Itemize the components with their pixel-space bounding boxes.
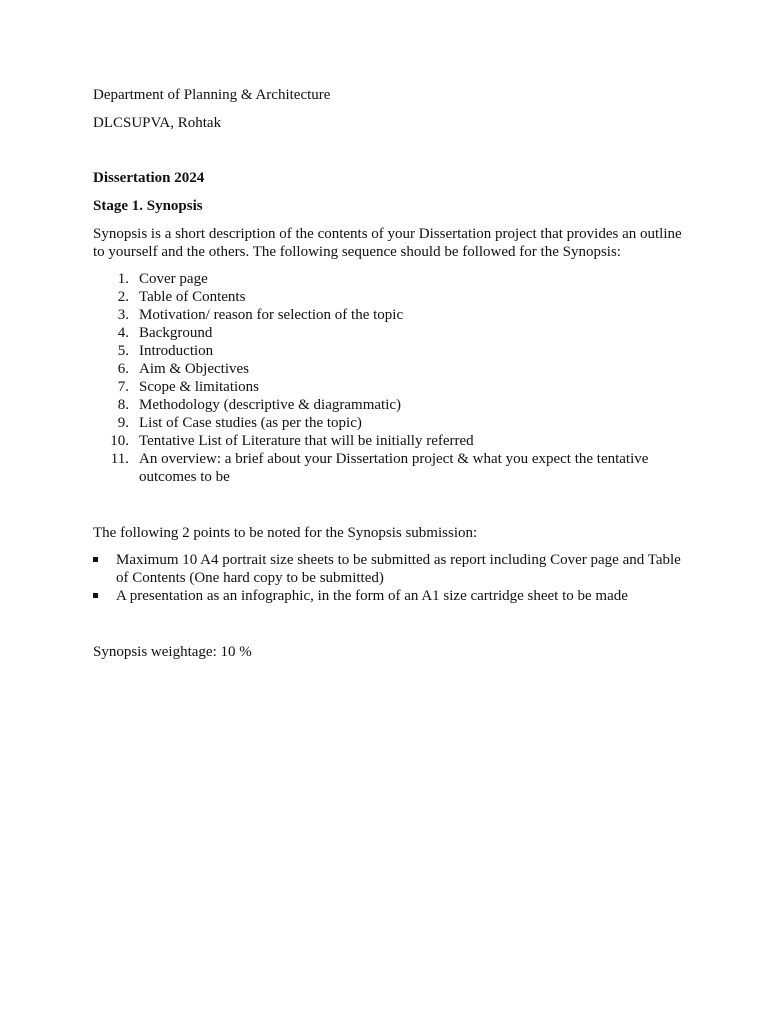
list-item bbox=[93, 270, 683, 288]
list-item bbox=[93, 360, 683, 378]
list-item-number: 3. bbox=[117, 307, 129, 323]
list-item-number: 5. bbox=[117, 343, 129, 359]
submission-points-intro: The following 2 points to be noted for the Synopsis submission: bbox=[93, 525, 478, 541]
synopsis-sequence-list bbox=[93, 270, 683, 486]
list-item-text: Scope & limitations bbox=[139, 379, 259, 395]
list-item-text: An overview: a brief about your Dissertation project & what you expect the tentative outcomes to be bbox=[139, 451, 649, 485]
list-item-text: Methodology (descriptive & diagrammatic) bbox=[139, 397, 402, 413]
list-item-text: List of Case studies (as per the topic) bbox=[139, 415, 362, 431]
list-item-number: 6. bbox=[117, 361, 129, 377]
list-item bbox=[93, 396, 683, 414]
square-bullet-icon bbox=[93, 593, 98, 598]
list-item-text: Cover page bbox=[139, 271, 208, 287]
list-item bbox=[93, 587, 683, 605]
submission-points-list bbox=[93, 551, 683, 605]
list-item-number: 8. bbox=[117, 397, 129, 413]
institution-name: DLCSUPVA, Rohtak bbox=[93, 115, 222, 131]
department-name: Department of Planning & Architecture bbox=[93, 87, 331, 103]
list-item-number: 9. bbox=[117, 415, 129, 431]
list-item-text: Introduction bbox=[139, 343, 214, 359]
list-item bbox=[93, 432, 683, 450]
list-item-number: 7. bbox=[117, 379, 129, 395]
list-item bbox=[93, 378, 683, 396]
document-title: Dissertation 2024 bbox=[93, 170, 205, 186]
square-bullet-icon bbox=[93, 557, 98, 562]
document-body bbox=[93, 86, 683, 661]
list-item bbox=[93, 450, 683, 486]
synopsis-weightage: Synopsis weightage: 10 % bbox=[93, 644, 252, 660]
stage-heading: Stage 1. Synopsis bbox=[93, 198, 203, 214]
list-item-text: Background bbox=[139, 325, 213, 341]
intro-paragraph: Synopsis is a short description of the contents of your Dissertation project that provides an outline to yourself and the others. The following sequence should be followed for the Synopsis: bbox=[93, 226, 682, 260]
list-item-text: A presentation as an infographic, in the form of an A1 size cartridge sheet to be made bbox=[116, 588, 628, 604]
list-item-number: 11. bbox=[110, 451, 129, 467]
list-item-number: 2. bbox=[117, 289, 129, 305]
list-item-text: Tentative List of Literature that will be initially referred bbox=[139, 433, 474, 449]
list-item-number: 4. bbox=[117, 325, 129, 341]
list-item bbox=[93, 306, 683, 324]
list-item bbox=[93, 342, 683, 360]
list-item bbox=[93, 288, 683, 306]
list-item bbox=[93, 414, 683, 432]
list-item bbox=[93, 551, 683, 587]
list-item-number: 1. bbox=[117, 271, 129, 287]
list-item-text: Table of Contents bbox=[139, 289, 246, 305]
list-item-number: 10. bbox=[110, 433, 129, 449]
list-item-text: Motivation/ reason for selection of the topic bbox=[139, 307, 404, 323]
list-item-text: Maximum 10 A4 portrait size sheets to be submitted as report including Cover page and Table of Contents (One hard copy to be submitted) bbox=[116, 552, 681, 586]
list-item bbox=[93, 324, 683, 342]
list-item-text: Aim & Objectives bbox=[139, 361, 249, 377]
